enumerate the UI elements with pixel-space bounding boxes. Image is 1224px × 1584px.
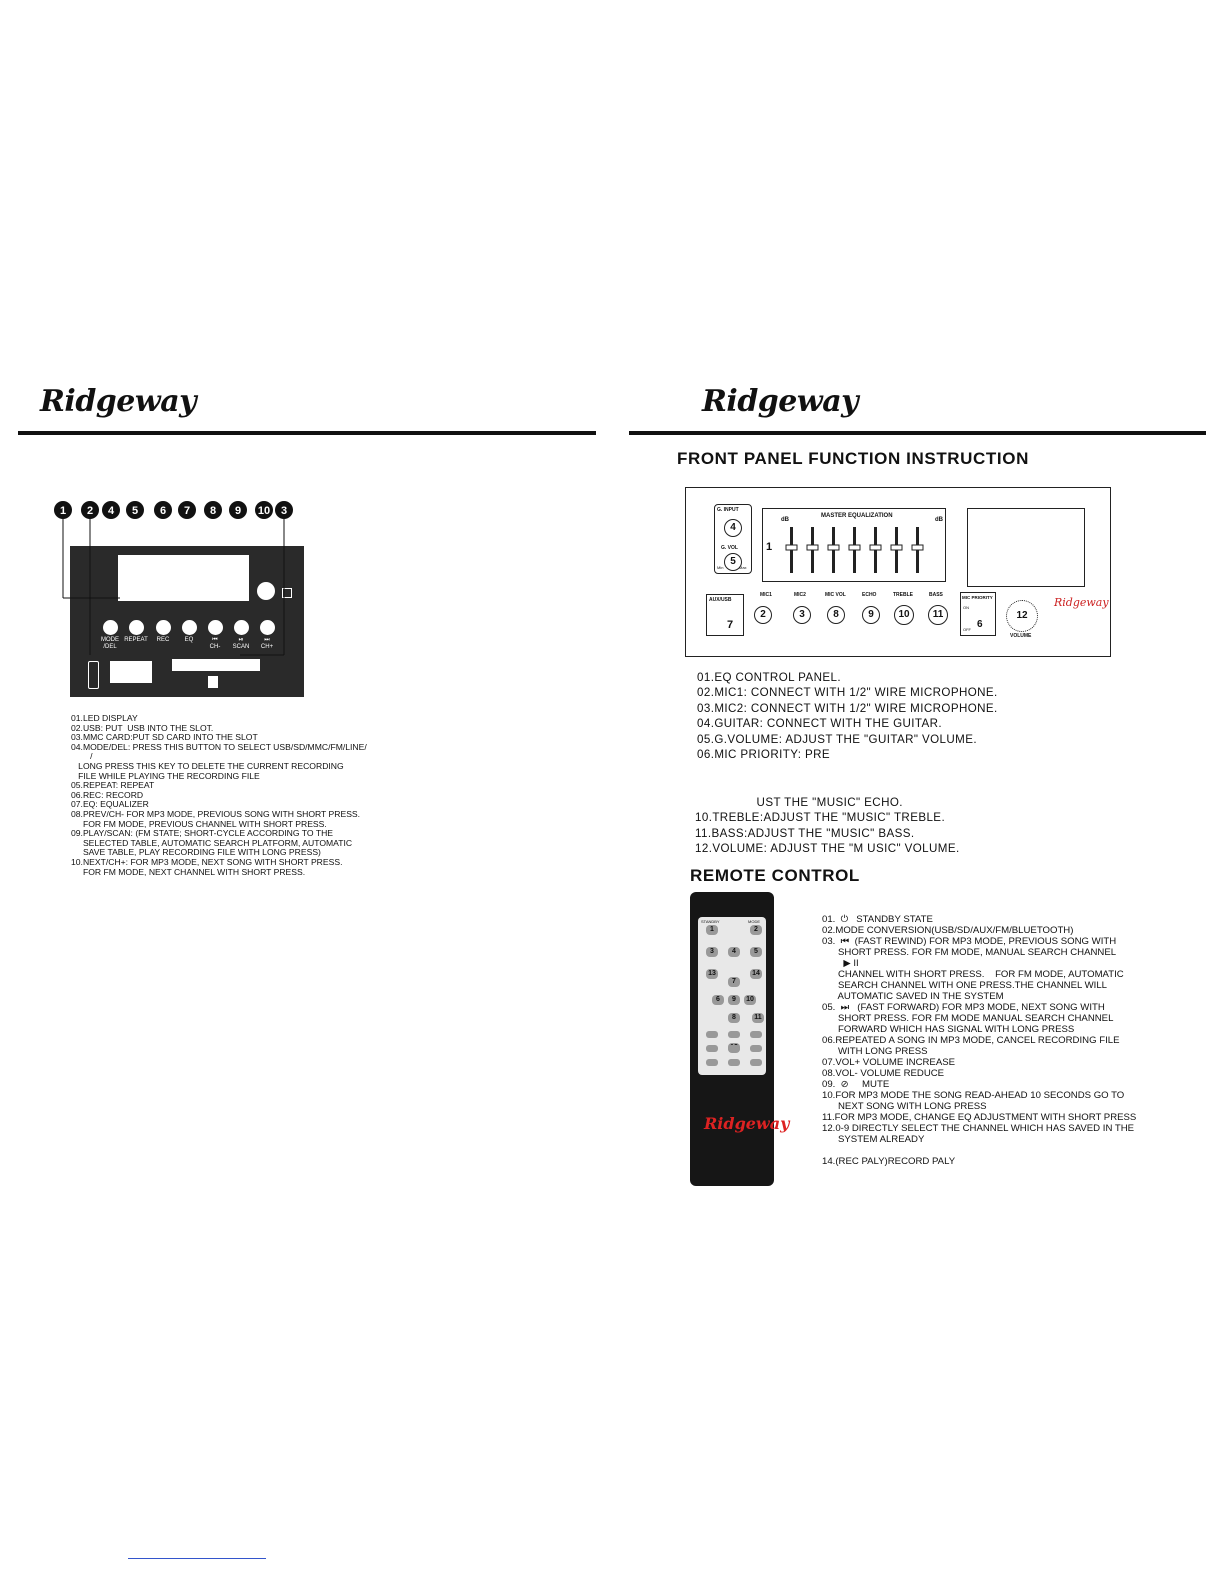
mic-vol-knob: 8	[827, 606, 845, 624]
g-input-label: G. INPUT	[717, 507, 739, 513]
remote-digit-key[interactable]	[750, 1045, 762, 1052]
left-item-line: SELECTED TABLE, AUTOMATIC SEARCH PLATFORM, AUTOMATIC	[71, 837, 353, 848]
mic-vol-label: MIC VOL	[825, 592, 846, 598]
remote-digit-key[interactable]	[728, 1031, 740, 1038]
usb-icon	[88, 661, 99, 689]
remote-digit-key[interactable]	[728, 1059, 740, 1066]
callout-number: 10	[257, 505, 271, 517]
remote-key-10[interactable]: 10	[744, 995, 756, 1005]
right-item-line: 04.GUITAR: CONNECT WITH THE GUITAR.	[697, 717, 943, 731]
left-item-line: 09.PLAY/SCAN: (FM STATE; SHORT-CYCLE ACCORDING TO THE	[71, 828, 334, 839]
left-item-line: SAVE TABLE, PLAY RECORDING FILE WITH LONG PRESS)	[71, 847, 321, 858]
echo-knob: 9	[862, 606, 880, 624]
remote-item-line: WITH LONG PRESS	[822, 1046, 928, 1057]
remote-digit-key[interactable]	[750, 1031, 762, 1038]
remote-item-line: SYSTEM ALREADY	[822, 1134, 925, 1145]
player-button-label: REPEAT	[124, 637, 148, 643]
right-item-line: 03.MIC2: CONNECT WITH 1/2" WIRE MICROPHONE.	[697, 701, 998, 715]
right-item-b-line: UST THE "MUSIC" ECHO.	[695, 796, 903, 809]
brand-logo-right: Ridgeway	[702, 384, 859, 419]
remote-item-line: SEARCH CHANNEL WITH ONE PRESS.THE CHANNEL WILL	[822, 980, 1108, 991]
right-item-list	[697, 670, 998, 762]
remote-key-4[interactable]: 4	[728, 947, 740, 957]
eq-title: MASTER EQUALIZATION	[821, 513, 893, 519]
left-item-line: 04.MODE/DEL: PRESS THIS BUTTON TO SELECT USB/SD/MMC/FM/LINE/	[71, 741, 367, 752]
left-item-line: 05.REPEAT: REPEAT	[71, 780, 155, 791]
eq-sliders	[783, 523, 933, 579]
eq-slider-handle	[786, 545, 797, 550]
remote-key-7[interactable]: 7	[728, 977, 740, 987]
remote-item-line: AUTOMATIC SAVED IN THE SYSTEM	[822, 991, 1004, 1002]
player-button-label: ⏯	[238, 637, 244, 643]
right-item-list-b	[695, 795, 960, 857]
remote-item-line: 03. ⏮ (FAST REWIND) FOR MP3 MODE, PREVIOUS SONG WITH	[822, 936, 1117, 947]
mic-priority-callout: 6	[977, 619, 983, 630]
g-vol-knob: 5	[724, 553, 742, 571]
remote-item-line: 10.FOR MP3 MODE THE SONG READ-AHEAD 10 SECONDS GO TO	[822, 1090, 1125, 1101]
left-item-line: 03.MMC CARD:PUT SD CARD INTO THE SLOT	[71, 732, 258, 743]
aux-callout: 7	[727, 619, 734, 631]
mic2-label: MIC2	[794, 592, 806, 598]
aux-usb-label: AUX/USB	[709, 597, 732, 603]
master-volume-knob: 12	[1006, 600, 1038, 632]
right-item-line: 01.EQ CONTROL PANEL.	[697, 671, 841, 684]
player-button-label: REC	[156, 637, 170, 643]
treble-knob: 10	[894, 605, 914, 625]
right-item-line: 02.MIC1: CONNECT WITH 1/2" WIRE MICROPHONE.	[697, 686, 998, 700]
player-button-label: EQ	[184, 637, 194, 643]
callout-number: 9	[234, 505, 242, 517]
header-rule-left	[18, 431, 596, 435]
remote-item-line: 05. ⏭ (FAST FORWARD) FOR MP3 MODE, NEXT SONG WITH	[822, 1002, 1105, 1013]
eq-callout: 1	[766, 541, 773, 553]
remote-item-line: SHORT PRESS. FOR FM MODE, MANUAL SEARCH CHANNEL	[822, 947, 1117, 958]
remote-control	[690, 892, 790, 1186]
left-item-line: 07.EQ: EQUALIZER	[71, 799, 149, 810]
remote-brand: Ridgeway	[704, 1114, 790, 1133]
g-vol-label: G. VOL	[721, 545, 738, 551]
volume-label: VOLUME	[1010, 633, 1032, 639]
callout-leader-lines	[50, 505, 310, 665]
panel-brand: Ridgeway	[1054, 596, 1109, 609]
left-item-line: 06.REC: RECORD	[71, 789, 144, 800]
remote-item-line: 09. ⊘ MUTE	[822, 1079, 890, 1090]
left-item-line: FILE WHILE PLAYING THE RECORDING FILE	[71, 770, 260, 781]
remote-item-line: 02.MODE CONVERSION(USB/SD/AUX/FM/BLUETOOTH)	[822, 925, 1074, 936]
left-item-line: 02.USB: PUT USB INTO THE SLOT.	[71, 722, 214, 733]
callout-number: 3	[280, 505, 288, 517]
remote-key-8[interactable]: 8	[728, 1013, 740, 1023]
remote-item-line: 11.FOR MP3 MODE, CHANGE EQ ADJUSTMENT WITH SHORT PRESS	[822, 1112, 1137, 1123]
remote-item-line: NEXT SONG WITH LONG PRESS	[822, 1101, 987, 1112]
remote-key-11[interactable]: 11	[752, 1013, 764, 1023]
left-item-line: LONG PRESS THIS KEY TO DELETE THE CURRENT RECORDING	[71, 760, 344, 771]
eq-panel	[762, 508, 946, 582]
player-button-label: ⏮	[212, 637, 218, 643]
eq-slider-handle	[912, 545, 923, 550]
remote-item-line: ▶ II	[822, 958, 859, 969]
callout-number: 4	[107, 505, 115, 517]
remote-key-2[interactable]: 2	[750, 925, 762, 935]
callout-number: 7	[183, 505, 191, 517]
mic-priority-on: ON	[963, 605, 969, 610]
guitar-jack: 4	[724, 519, 742, 537]
remote-digit-key[interactable]	[728, 1045, 740, 1052]
mic1-label: MIC1	[760, 592, 772, 598]
remote-item-line: 12.0-9 DIRECTLY SELECT THE CHANNEL WHICH HAS SAVED IN THE	[822, 1123, 1135, 1134]
mic1-jack: 2	[754, 606, 772, 624]
remote-control-title: REMOTE CONTROL	[690, 866, 860, 885]
remote-key-1[interactable]: 1	[706, 925, 718, 935]
right-item-b-line: 10.TREBLE:ADJUST THE "MUSIC" TREBLE.	[695, 811, 946, 825]
mic-priority-section	[960, 592, 996, 636]
player-button-label: ⏭	[264, 637, 270, 643]
remote-digit-key[interactable]	[706, 1045, 718, 1052]
guitar-input-section	[714, 504, 752, 574]
g-vol-max: Max	[739, 565, 747, 570]
remote-mode-label: MODE	[748, 919, 760, 924]
remote-standby-label: STANDBY	[701, 919, 720, 924]
bass-label: BASS	[929, 592, 943, 598]
footer-link-line	[128, 1558, 266, 1559]
remote-key-13[interactable]: 13	[706, 969, 718, 979]
eq-db-left: dB	[781, 517, 789, 523]
front-panel-title: FRONT PANEL FUNCTION INSTRUCTION	[677, 449, 1029, 468]
player-button-sublabel: /DEL	[103, 644, 117, 650]
bass-knob: 11	[928, 605, 948, 625]
display-window	[967, 508, 1085, 587]
remote-item-line: 07.VOL+ VOLUME INCREASE	[822, 1057, 956, 1068]
remote-item-line: 01. ⏻ STANDBY STATE	[822, 914, 933, 925]
remote-item-line: CHANNEL WITH SHORT PRESS. FOR FM MODE, AUTOMATIC	[822, 969, 1124, 980]
callout-number: 2	[86, 505, 94, 517]
left-item-line: FOR FM MODE, NEXT CHANNEL WITH SHORT PRESS.	[71, 866, 306, 877]
left-item-line: 01.LED DISPLAY	[71, 713, 138, 723]
player-button-sublabel: CH-	[209, 644, 221, 650]
eq-slider-handle	[849, 545, 860, 550]
player-button-sublabel: CH+	[260, 644, 274, 650]
callout-number: 1	[59, 505, 67, 517]
right-item-line: 06.MIC PRIORITY: PRE	[697, 748, 830, 762]
remote-item-list	[822, 914, 1136, 1167]
remote-digit-key[interactable]	[750, 1059, 762, 1066]
callout-number: 5	[131, 505, 139, 517]
remote-digit-key[interactable]	[706, 1059, 718, 1066]
remote-item-line: 06.REPEATED A SONG IN MP3 MODE, CANCEL RECORDING FILE	[822, 1035, 1120, 1046]
front-panel-diagram	[685, 487, 1111, 657]
left-item-line: 10.NEXT/CH+: FOR MP3 MODE, NEXT SONG WITH SHORT PRESS.	[71, 856, 343, 867]
eq-db-right: dB	[935, 517, 943, 523]
mic2-jack: 3	[793, 606, 811, 624]
aux-usb-section	[706, 594, 744, 636]
remote-key-14[interactable]: 14	[750, 969, 762, 979]
callout-number: 6	[159, 505, 167, 517]
remote-item-line: 08.VOL- VOLUME REDUCE	[822, 1068, 945, 1079]
left-item-list	[71, 714, 367, 877]
header-rule-right	[629, 431, 1206, 435]
echo-label: ECHO	[862, 592, 877, 598]
mic-priority-off: OFF	[963, 627, 971, 632]
eq-slider-handle	[807, 545, 818, 550]
eq-slider-handle	[891, 545, 902, 550]
left-item-line: FOR FM MODE, PREVIOUS CHANNEL WITH SHORT PRESS.	[71, 818, 327, 829]
callout-number: 8	[209, 505, 217, 517]
remote-key-3[interactable]: 3	[706, 947, 718, 957]
treble-label: TREBLE	[893, 592, 913, 598]
remote-digit-key[interactable]	[706, 1031, 718, 1038]
left-item-line: /	[71, 751, 93, 762]
remote-key-6[interactable]: 6	[712, 995, 724, 1005]
eq-slider-handle	[870, 545, 881, 550]
right-item-b-line: 11.BASS:ADJUST THE "MUSIC" BASS.	[695, 826, 915, 840]
mic-priority-label: MIC PRIORITY	[962, 595, 993, 600]
remote-key-5[interactable]: 5	[750, 947, 762, 957]
right-item-line: 05.G.VOLUME: ADJUST THE "GUITAR" VOLUME.	[697, 732, 977, 746]
remote-item-line: SHORT PRESS. FOR FM MODE MANUAL SEARCH CHANNEL	[822, 1013, 1114, 1024]
remote-item-line	[822, 1145, 1136, 1156]
brand-logo-left: Ridgeway	[40, 384, 197, 419]
left-item-line: 08.PREV/CH- FOR MP3 MODE, PREVIOUS SONG WITH SHORT PRESS.	[71, 808, 361, 819]
player-button-label: MODE	[101, 637, 119, 643]
remote-keypad	[698, 917, 766, 1075]
sd-card-icon	[208, 676, 218, 688]
right-item-b-line: 12.VOLUME: ADJUST THE "M USIC" VOLUME.	[695, 842, 960, 856]
remote-key-9[interactable]: 9	[728, 995, 740, 1005]
player-button-sublabel: SCAN	[232, 644, 250, 650]
eq-slider-handle	[828, 545, 839, 550]
remote-item-line: FORWARD WHICH HAS SIGNAL WITH LONG PRESS	[822, 1024, 1075, 1035]
g-vol-min: Min	[717, 565, 724, 570]
remote-item-line: 14.(REC PALY)RECORD PALY	[822, 1156, 956, 1167]
